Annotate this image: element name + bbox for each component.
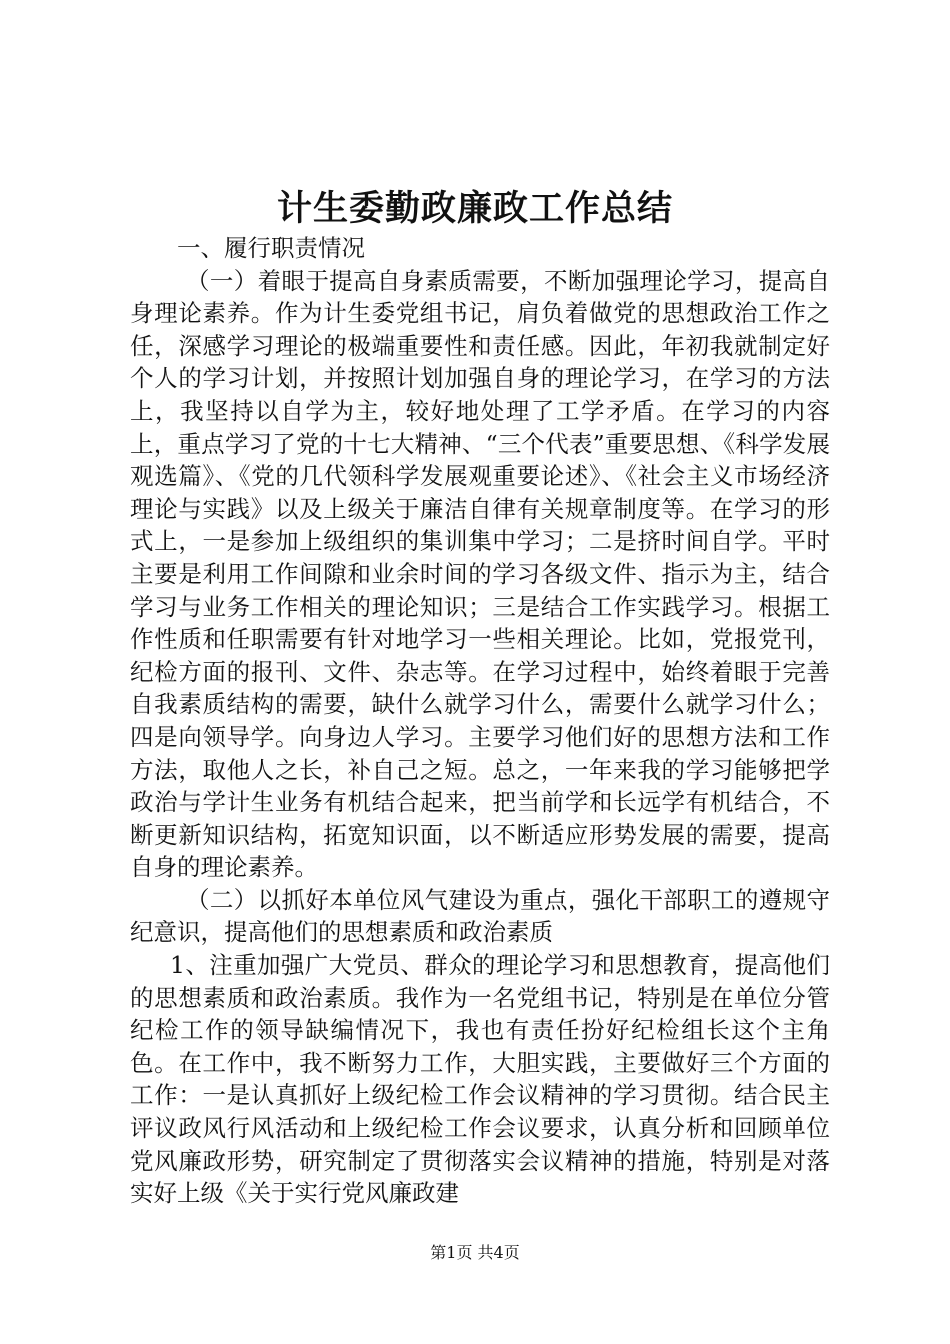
page-footer: 第1页 共4页 xyxy=(430,1243,520,1262)
section-heading: 一、履行职责情况 xyxy=(177,234,365,262)
document-body xyxy=(130,232,830,1210)
paragraph-2: （二）以抓好本单位风气建设为重点，强化干部职工的遵规守纪意识，提高他们的思想素质和政治素质 xyxy=(130,885,830,947)
paragraph-3: 1、注重加强广大党员、群众的理论学习和思想教育，提高他们的思想素质和政治素质。我作为一名党组书记，特别是在单位分管纪检工作的领导缺编情况下，我也有责任扮好纪检组长这个主角色。在工作中，我不断努力工作，大胆实践，主要做好三个方面的工作：一是认真抓好上级纪检工作会议精神的学习贯彻。结合民主评议政风行风活动和上级纪检工作会议要求，认真分析和回顾单位党风廉政形势，研究制定了贯彻落实会议精神的措施，特别是对落实好上级《关于实行党风廉政建 xyxy=(130,951,830,1208)
paragraph-1: （一）着眼于提高自身素质需要，不断加强理论学习，提高自身理论素养。作为计生委党组书记，肩负着做党的思想政治工作之任，深感学习理论的极端重要性和责任感。因此，年初我就制定好个人的学习计划，并按照计划加强自身的理论学习，在学习的方法上，我坚持以自学为主，较好地处理了工学矛盾。在学习的内容上，重点学习了党的十七大精神、“三个代表”重要思想、《科学发展观选篇》、《党的几代领科学发展观重要论述》、《社会主义市场经济理论与实践》以及上级关于廉洁自律有关规章制度等。在学习的形式上，一是参加上级组织的集训集中学习；二是挤时间自学。平时主要是利用工作间隙和业余时间的学习各级文件、指示为主，结合学习与业务工作相关的理论知识；三是结合工作实践学习。根据工作性质和任职需要有针对地学习一些相关理论。比如，党报党刊，纪检方面的报刊、文件、杂志等。在学习过程中，始终着眼于完善自我素质结构的需要，缺什么就学习什么，需要什么就学习什么；四是向领导学。向身边人学习。主要学习他们好的思想方法和工作方法，取他人之长，补自己之短。总之，一年来我的学习能够把学政治与学计生业务有机结合起来，把当前学和长远学有机结合，不断更新知识结构，拓宽知识面，以不断适应形势发展的需要，提高自身的理论素养。 xyxy=(130,266,830,882)
document-title: 计生委勤政廉政工作总结 xyxy=(276,188,673,229)
